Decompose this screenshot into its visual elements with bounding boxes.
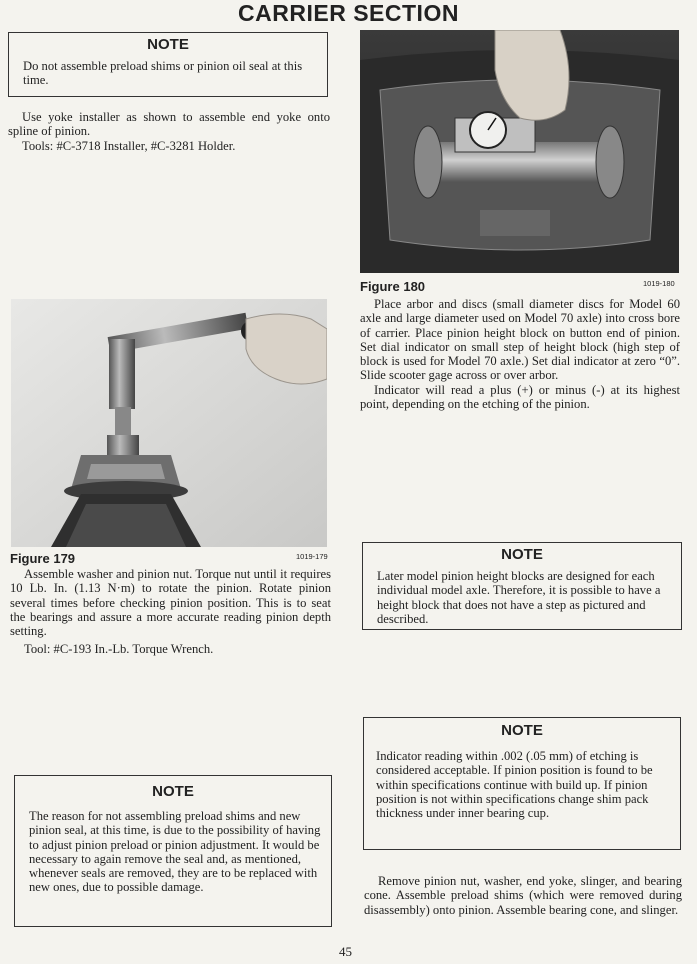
note-text: Do not assemble preload shims or pinion oil seal at this time. (23, 59, 303, 88)
figure-179-photo (11, 299, 327, 547)
dial-indicator-illustration (360, 30, 679, 273)
note-box-preload (8, 32, 328, 97)
right-body (360, 297, 680, 411)
note-heading: NOTE (152, 783, 194, 800)
figure-179-caption: Figure 179 (10, 551, 76, 566)
note-heading: NOTE (147, 36, 189, 53)
note-box-height-blocks (362, 542, 682, 630)
note-text: Later model pinion height blocks are designed for each individual model axle. Therefore, it is possible to have a height block that does not have a step as pictured and described. (377, 569, 661, 626)
paragraph: Use yoke installer as shown to assemble end yoke onto spline of pinion. (8, 110, 330, 139)
note-box-indicator-reading (363, 717, 681, 850)
figure-180-caption: Figure 180 (360, 279, 426, 294)
paragraph: Tools: #C-3718 Installer, #C-3281 Holder. (22, 138, 236, 153)
figure-180-number: 1019-180 (643, 279, 675, 288)
paragraph: Indicator will read a plus (+) or minus (-) at its highest point, depending on the etching of the pinion. (360, 382, 680, 412)
note-heading: NOTE (501, 722, 543, 739)
page-title: CARRIER SECTION (238, 0, 459, 26)
paragraph: Place arbor and discs (small diameter discs for Model 60 axle and large diameter used on Model 70 axle) into cross bore of carrier. Place pinion height block on button end of pinion. Set dial indicator on small step of height block (high step of block is used for Model 70 axle.) Set dial indicator at zero “0”. Slide scooter gage across or over arbor. (360, 297, 680, 383)
paragraph: Remove pinion nut, washer, end yoke, slinger, and bearing cone. Assemble preload shims (which were removed during disassembly) onto pinion. Assemble bearing cone, and slinger. (364, 874, 682, 917)
page-number: 45 (339, 944, 352, 959)
figure-179-number: 1019-179 (296, 552, 328, 561)
right-final (364, 874, 682, 917)
note-heading: NOTE (501, 546, 543, 563)
figure-180-photo (360, 30, 679, 273)
yoke-installer-illustration (11, 299, 327, 547)
note-box-reason (14, 775, 332, 927)
paragraph: Assemble washer and pinion nut. Torque nut until it requires 10 Lb. In. (1.13 N·m) to rotate the pinion. Rotate pinion several times before checking pinion position. This is to seat the bearings and assure a more accurate reading pinion depth setting. (10, 567, 331, 639)
note-text: The reason for not assembling preload shims and new pinion seal, at this time, is due to the possibility of having to adjust pinion preload or pinion adjustment. It would be necessary to again remove the seal and, as mentioned, whenever seals are removed, they are to be replaced with new ones, due to possible damage. (29, 809, 321, 895)
left-body (10, 567, 331, 657)
paragraph: Tool: #C-193 In.-Lb. Torque Wrench. (24, 642, 214, 657)
note-text: Indicator reading within .002 (.05 mm) of etching is considered acceptable. If pinion position is found to be within specifications continue with build up. If pinion position is not within specifications change shim pack thickness under inner bearing cup. (376, 749, 653, 821)
left-intro (8, 110, 330, 153)
